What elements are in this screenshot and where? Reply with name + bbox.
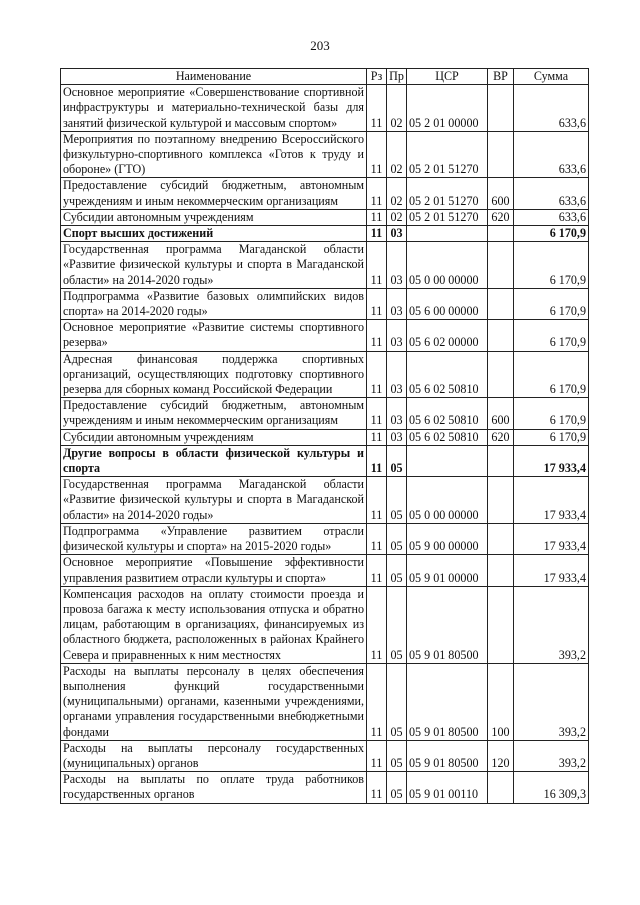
cell-csr: 05 9 01 80500 bbox=[407, 740, 488, 771]
cell-sum: 6 170,9 bbox=[514, 320, 589, 351]
cell-name: Адресная финансовая поддержка спортивных организаций, осуществляющих подготовку спортивного резерва для сборных команд Российской Федерации bbox=[61, 351, 367, 398]
table-row bbox=[61, 226, 589, 242]
cell-pr: 05 bbox=[387, 523, 407, 554]
cell-name: Расходы на выплаты персоналу государственных (муниципальных) органов bbox=[61, 740, 367, 771]
page-number: 203 bbox=[310, 38, 330, 53]
cell-pr: 03 bbox=[387, 288, 407, 319]
cell-sum: 633,6 bbox=[514, 209, 589, 225]
cell-csr: 05 6 02 00000 bbox=[407, 320, 488, 351]
table-row bbox=[61, 242, 589, 289]
table-row bbox=[61, 131, 589, 178]
cell-pr: 05 bbox=[387, 477, 407, 524]
cell-csr: 05 9 01 80500 bbox=[407, 586, 488, 663]
header-csr: ЦСР bbox=[407, 69, 488, 85]
cell-sum: 6 170,9 bbox=[514, 288, 589, 319]
table-row bbox=[61, 445, 589, 476]
cell-vr bbox=[488, 586, 514, 663]
cell-name: Государственная программа Магаданской области «Развитие физической культуры и спорта в Магаданской области» на 2014-2020 годы» bbox=[61, 242, 367, 289]
cell-csr bbox=[407, 445, 488, 476]
table-row bbox=[61, 209, 589, 225]
cell-pr: 02 bbox=[387, 85, 407, 132]
cell-rz: 11 bbox=[367, 85, 387, 132]
cell-sum: 6 170,9 bbox=[514, 398, 589, 429]
cell-sum: 393,2 bbox=[514, 740, 589, 771]
table-row bbox=[61, 351, 589, 398]
header-vr: ВР bbox=[488, 69, 514, 85]
cell-vr bbox=[488, 477, 514, 524]
table-row bbox=[61, 663, 589, 740]
cell-sum: 17 933,4 bbox=[514, 445, 589, 476]
cell-vr bbox=[488, 555, 514, 586]
cell-vr bbox=[488, 242, 514, 289]
cell-rz: 11 bbox=[367, 398, 387, 429]
cell-sum: 17 933,4 bbox=[514, 477, 589, 524]
cell-csr: 05 9 01 00110 bbox=[407, 772, 488, 803]
cell-rz: 11 bbox=[367, 555, 387, 586]
cell-sum: 393,2 bbox=[514, 586, 589, 663]
cell-pr: 05 bbox=[387, 772, 407, 803]
cell-csr: 05 6 02 50810 bbox=[407, 429, 488, 445]
cell-csr: 05 2 01 51270 bbox=[407, 209, 488, 225]
cell-sum: 17 933,4 bbox=[514, 555, 589, 586]
cell-csr: 05 2 01 51270 bbox=[407, 178, 488, 209]
table-row bbox=[61, 772, 589, 803]
cell-pr: 05 bbox=[387, 555, 407, 586]
cell-vr bbox=[488, 85, 514, 132]
table-row bbox=[61, 288, 589, 319]
cell-name: Подпрограмма «Развитие базовых олимпийских видов спорта» на 2014-2020 годы» bbox=[61, 288, 367, 319]
cell-vr bbox=[488, 445, 514, 476]
cell-vr: 620 bbox=[488, 209, 514, 225]
cell-name: Основное мероприятие «Развитие системы спортивного резерва» bbox=[61, 320, 367, 351]
cell-csr: 05 2 01 51270 bbox=[407, 131, 488, 178]
table-row bbox=[61, 429, 589, 445]
cell-rz: 11 bbox=[367, 740, 387, 771]
header-pr: Пр bbox=[387, 69, 407, 85]
cell-name: Мероприятия по поэтапному внедрению Всероссийского физкультурно-спортивного комплекса «Готов к труду и обороне» (ГТО) bbox=[61, 131, 367, 178]
cell-sum: 16 309,3 bbox=[514, 772, 589, 803]
cell-rz: 11 bbox=[367, 226, 387, 242]
table-body bbox=[61, 85, 589, 803]
table-row bbox=[61, 740, 589, 771]
table-row bbox=[61, 523, 589, 554]
cell-pr: 03 bbox=[387, 226, 407, 242]
cell-rz: 11 bbox=[367, 131, 387, 178]
table-row bbox=[61, 477, 589, 524]
cell-vr bbox=[488, 523, 514, 554]
cell-sum: 17 933,4 bbox=[514, 523, 589, 554]
cell-sum: 6 170,9 bbox=[514, 226, 589, 242]
cell-name: Предоставление субсидий бюджетным, автономным учреждениям и иным некоммерческим организациям bbox=[61, 178, 367, 209]
cell-name: Предоставление субсидий бюджетным, автономным учреждениям и иным некоммерческим организациям bbox=[61, 398, 367, 429]
cell-rz: 11 bbox=[367, 209, 387, 225]
cell-sum: 6 170,9 bbox=[514, 242, 589, 289]
cell-csr: 05 0 00 00000 bbox=[407, 477, 488, 524]
cell-sum: 393,2 bbox=[514, 663, 589, 740]
cell-pr: 05 bbox=[387, 740, 407, 771]
cell-name: Подпрограмма «Управление развитием отрасли физической культуры и спорта» на 2015-2020 годы» bbox=[61, 523, 367, 554]
cell-rz: 11 bbox=[367, 429, 387, 445]
cell-pr: 05 bbox=[387, 663, 407, 740]
cell-name: Расходы на выплаты персоналу в целях обеспечения выполнения функций государственными (муниципальными) органами, казенными учреждениями, органами управления государственными внебюджетными фондами bbox=[61, 663, 367, 740]
cell-csr: 05 6 02 50810 bbox=[407, 351, 488, 398]
cell-rz: 11 bbox=[367, 477, 387, 524]
table-row bbox=[61, 555, 589, 586]
cell-name: Основное мероприятие «Повышение эффективности управления развитием отрасли культуры и спорта» bbox=[61, 555, 367, 586]
header-rz: Рз bbox=[367, 69, 387, 85]
cell-csr: 05 6 02 50810 bbox=[407, 398, 488, 429]
budget-table bbox=[60, 68, 589, 804]
table-row bbox=[61, 85, 589, 132]
cell-vr bbox=[488, 226, 514, 242]
cell-csr: 05 9 00 00000 bbox=[407, 523, 488, 554]
cell-vr bbox=[488, 131, 514, 178]
cell-vr bbox=[488, 288, 514, 319]
cell-vr bbox=[488, 320, 514, 351]
cell-rz: 11 bbox=[367, 351, 387, 398]
cell-name: Другие вопросы в области физической культуры и спорта bbox=[61, 445, 367, 476]
cell-pr: 05 bbox=[387, 445, 407, 476]
cell-csr: 05 6 00 00000 bbox=[407, 288, 488, 319]
cell-sum: 6 170,9 bbox=[514, 351, 589, 398]
cell-name: Государственная программа Магаданской области «Развитие физической культуры и спорта в Магаданской области» на 2014-2020 годы» bbox=[61, 477, 367, 524]
cell-pr: 02 bbox=[387, 131, 407, 178]
cell-pr: 02 bbox=[387, 178, 407, 209]
cell-name: Субсидии автономным учреждениям bbox=[61, 209, 367, 225]
cell-vr: 600 bbox=[488, 178, 514, 209]
cell-rz: 11 bbox=[367, 178, 387, 209]
cell-rz: 11 bbox=[367, 663, 387, 740]
cell-vr bbox=[488, 351, 514, 398]
cell-pr: 02 bbox=[387, 209, 407, 225]
cell-name: Расходы на выплаты по оплате труда работников государственных органов bbox=[61, 772, 367, 803]
cell-vr bbox=[488, 772, 514, 803]
cell-vr: 600 bbox=[488, 398, 514, 429]
cell-vr: 100 bbox=[488, 663, 514, 740]
cell-csr: 05 2 01 00000 bbox=[407, 85, 488, 132]
cell-pr: 03 bbox=[387, 351, 407, 398]
cell-sum: 633,6 bbox=[514, 131, 589, 178]
table-header-row bbox=[61, 69, 589, 85]
table-row bbox=[61, 398, 589, 429]
cell-rz: 11 bbox=[367, 242, 387, 289]
cell-pr: 03 bbox=[387, 320, 407, 351]
table-row bbox=[61, 178, 589, 209]
cell-pr: 03 bbox=[387, 242, 407, 289]
cell-rz: 11 bbox=[367, 320, 387, 351]
cell-vr: 120 bbox=[488, 740, 514, 771]
cell-rz: 11 bbox=[367, 288, 387, 319]
table-row bbox=[61, 586, 589, 663]
cell-name: Основное мероприятие «Совершенствование спортивной инфраструктуры и материально-технической базы для занятий физической культурой и массовым спортом» bbox=[61, 85, 367, 132]
cell-sum: 6 170,9 bbox=[514, 429, 589, 445]
cell-rz: 11 bbox=[367, 523, 387, 554]
cell-name: Компенсация расходов на оплату стоимости проезда и провоза багажа к месту использования отпуска и обратно лицам, работающим в организациях, финансируемых из областного бюджета, расположенных в районах Крайнего Севера и приравненных к ним местностях bbox=[61, 586, 367, 663]
cell-pr: 05 bbox=[387, 586, 407, 663]
header-name: Наименование bbox=[61, 69, 367, 85]
cell-rz: 11 bbox=[367, 445, 387, 476]
cell-csr: 05 0 00 00000 bbox=[407, 242, 488, 289]
cell-sum: 633,6 bbox=[514, 178, 589, 209]
cell-csr bbox=[407, 226, 488, 242]
cell-rz: 11 bbox=[367, 772, 387, 803]
cell-vr: 620 bbox=[488, 429, 514, 445]
cell-rz: 11 bbox=[367, 586, 387, 663]
cell-name: Субсидии автономным учреждениям bbox=[61, 429, 367, 445]
table-row bbox=[61, 320, 589, 351]
cell-sum: 633,6 bbox=[514, 85, 589, 132]
cell-csr: 05 9 01 80500 bbox=[407, 663, 488, 740]
cell-name: Спорт высших достижений bbox=[61, 226, 367, 242]
cell-pr: 03 bbox=[387, 429, 407, 445]
header-sum: Сумма bbox=[514, 69, 589, 85]
cell-csr: 05 9 01 00000 bbox=[407, 555, 488, 586]
cell-pr: 03 bbox=[387, 398, 407, 429]
